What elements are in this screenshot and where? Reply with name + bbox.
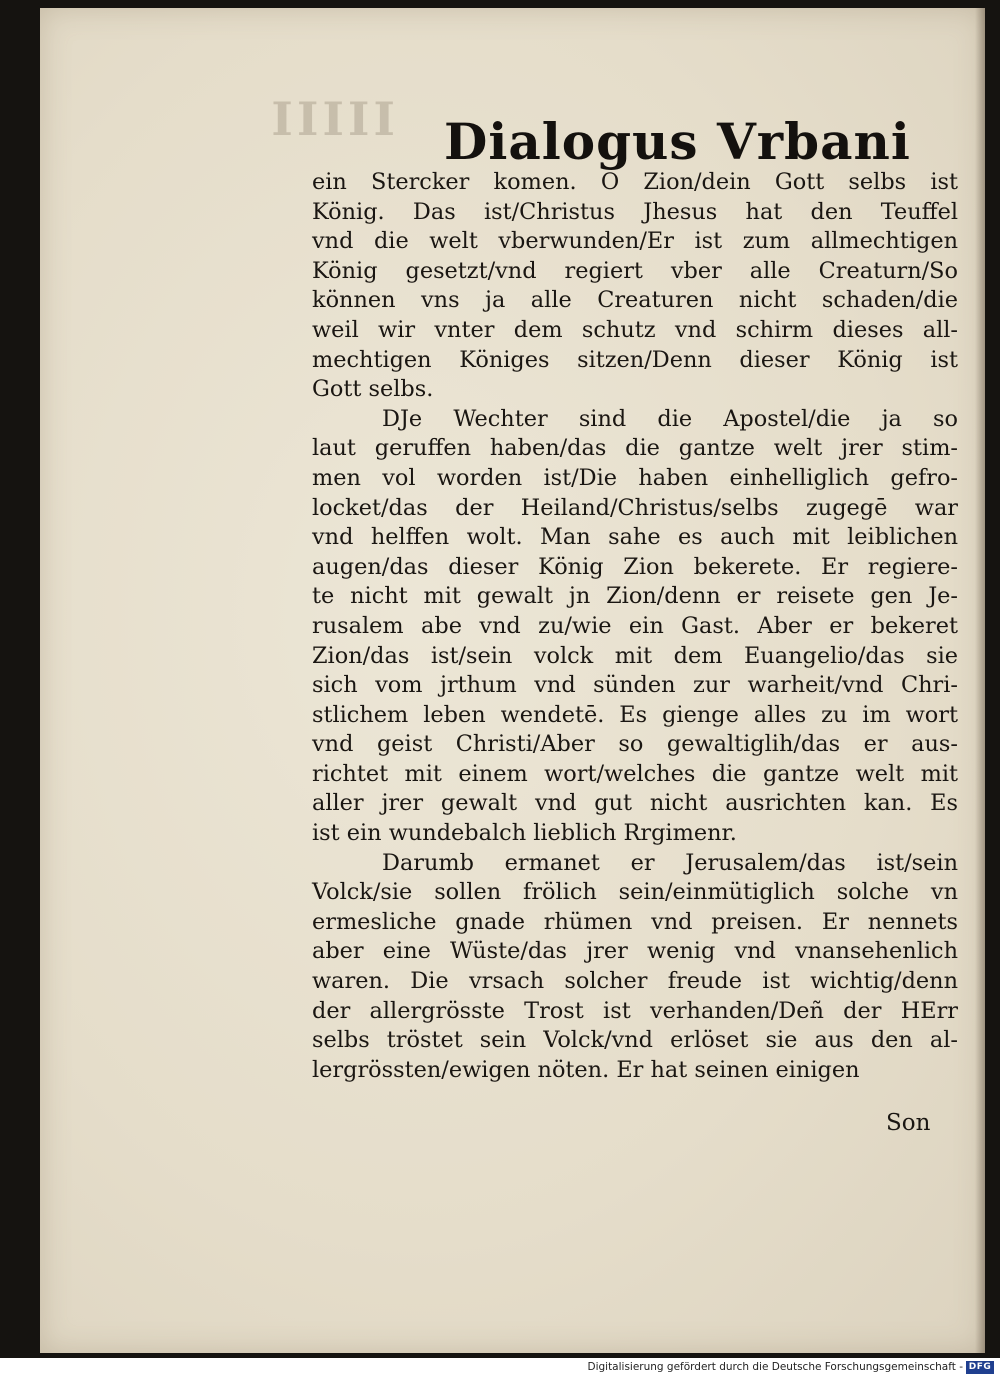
text-line: DJe Wechter sind die Apostel/die ja so — [382, 405, 958, 432]
page-edge-shadow — [975, 8, 985, 1353]
text-line: Darumb ermanet er Jerusalem/das ist/sein — [382, 849, 958, 876]
text-line: Gott selbs. — [312, 376, 434, 403]
text-line: selbs tröstet sein Volck/vnd erlöset sie aus den al- — [312, 1027, 958, 1054]
paragraph — [312, 405, 958, 849]
paragraph — [312, 168, 958, 405]
dfg-logo: DFG — [966, 1361, 994, 1374]
text-line: Volck/sie sollen frölich sein/einmütiglich solche vn — [312, 879, 958, 906]
body-text — [312, 168, 958, 1085]
text-line: laut geruffen haben/das die gantze welt jrer stim- — [312, 435, 958, 462]
text-line: König. Das ist/Christus Jhesus hat den Teuffel — [312, 198, 958, 225]
text-line: waren. Die vrsach solcher freude ist wichtig/denn — [312, 968, 958, 995]
text-line: lergrössten/ewigen nöten. Er hat seinen einigen — [312, 1056, 860, 1083]
text-line: vnd helffen wolt. Man sahe es auch mit leiblichen — [312, 524, 958, 551]
text-line: der allergrösste Trost ist verhanden/Deñ der HErr — [312, 997, 958, 1024]
funding-note: Digitalisierung gefördert durch die Deutsche Forschungsgemeinschaft - — [587, 1361, 963, 1373]
text-line: aller jrer gewalt vnd gut nicht ausrichten kan. Es — [312, 790, 958, 817]
running-head: Dialogus Vrbani — [444, 112, 911, 171]
text-line: vnd die welt vberwunden/Er ist zum allmechtigen — [312, 228, 958, 255]
text-line: aber eine Wüste/das jrer wenig vnd vnansehenlich — [312, 938, 958, 965]
text-line: augen/das dieser König Zion bekerete. Er regiere- — [312, 553, 958, 580]
paragraph — [312, 849, 958, 1086]
text-line: te nicht mit gewalt jn Zion/denn er reisete gen Je- — [312, 583, 958, 610]
text-line: ein Stercker komen. O Zion/dein Gott selbs ist — [312, 169, 958, 195]
text-line: vnd geist Christi/Aber so gewaltiglih/das er aus- — [312, 731, 958, 758]
text-line: rusalem abe vnd zu/wie ein Gast. Aber er bekeret — [312, 612, 958, 639]
text-line: richtet mit einem wort/welches die gantze welt mit — [312, 760, 958, 787]
text-line: König gesetzt/vnd regiert vber alle Creaturn/So — [312, 257, 958, 284]
text-line: ist ein wundebalch lieblich Rrgimenr. — [312, 820, 737, 847]
text-line: weil wir vnter dem schutz vnd schirm dieses all- — [312, 316, 958, 343]
text-line: ermesliche gnade rhümen vnd preisen. Er nennets — [312, 908, 958, 935]
catchword: Son — [886, 1110, 931, 1136]
text-line: locket/das der Heiland/Christus/selbs zugegē war — [312, 494, 958, 521]
text-line: können vns ja alle Creaturen nicht schaden/die — [312, 287, 958, 314]
footer-bar — [0, 1358, 1000, 1377]
text-line: sich vom jrthum vnd sünden zur warheit/vnd Chri- — [312, 672, 958, 699]
text-line: mechtigen Königes sitzen/Denn dieser König ist — [312, 346, 958, 373]
show-through-bleed: IIIII — [267, 92, 395, 146]
text-line: men vol worden ist/Die haben einhelliglich gefro- — [312, 464, 958, 491]
text-line: stlichem leben wendetē. Es gienge alles zu im wort — [312, 701, 958, 728]
text-line: Zion/das ist/sein volck mit dem Euangelio/das sie — [312, 642, 958, 669]
